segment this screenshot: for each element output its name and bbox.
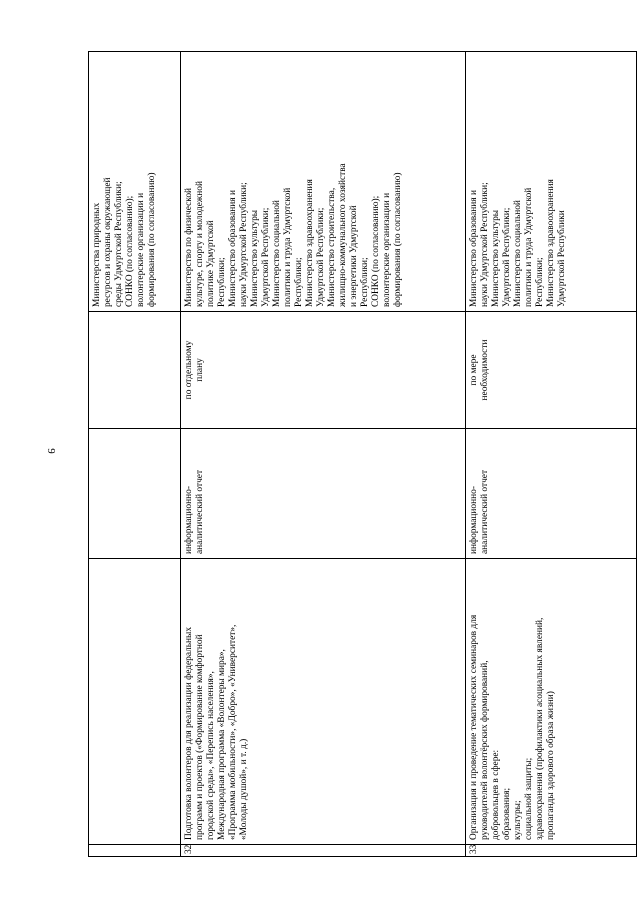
executors-cell: Министерства природных ресурсов и охраны окружающей среды Удмуртской Республики; СОНКО (по согласованию); волонтерские организации и формирования (по согласованию) [89,52,181,312]
report-form-cell: информационно- аналитический отчет [181,429,466,559]
table-row [89,52,181,857]
executors-cell: Министерство образования и науки Удмуртской Республики; Министерство культуры Удмуртской Республики; Министерство социальной политики и труда Удмуртской Республики; Министерство здравоохранения Удмуртской Республики [466,52,637,312]
plan-table-container [88,52,636,857]
row-number: 32 [181,845,466,857]
executors-cell: Министерство по физической культуре, спорту и молодежной политике Удмуртской Республики; Министерство образования и науки Удмуртской Республики; Министерство культуры Удмуртской Республики; Министерство социальной политики и труда Удмуртской Республики; Министерство здравоохранения Удмуртской Республики; Министерство строительства, жилищно-коммунального хозяйства и энергетики Удмуртской Республики; СОНКО (по согласованию); волонтерские организации и формирования (по согласованию) [181,52,466,312]
report-form-cell [89,429,181,559]
term-cell [89,312,181,429]
report-form-cell: информационно- аналитический отчет [466,429,637,559]
plan-table [88,51,637,857]
page-number: 9 [44,448,57,454]
activity-cell: Организация и проведение тематических семинаров для руководителей волонтёрских формирований, добровольцев в сфере: образования; культуры; социальной защиты; здравоохранения (профилактики асоциальных явлений, пропаганды здорового образа жизни) [466,559,637,845]
term-cell: по мере необходимости [466,312,637,429]
table-row [466,52,637,857]
term-cell: по отдельному плану [181,312,466,429]
row-number: 33 [466,845,637,857]
activity-cell [89,559,181,845]
activity-cell: Подготовка волонтеров для реализации федеральных программ и проектов («Формирование комфортной городской среды», «Перепись населения», Международная программа «Волонтеры мира», «Программа мобильности», «Добро», «Университет», «Молоды душой», и т. д.) [181,559,466,845]
row-number [89,845,181,857]
table-row [181,52,466,857]
